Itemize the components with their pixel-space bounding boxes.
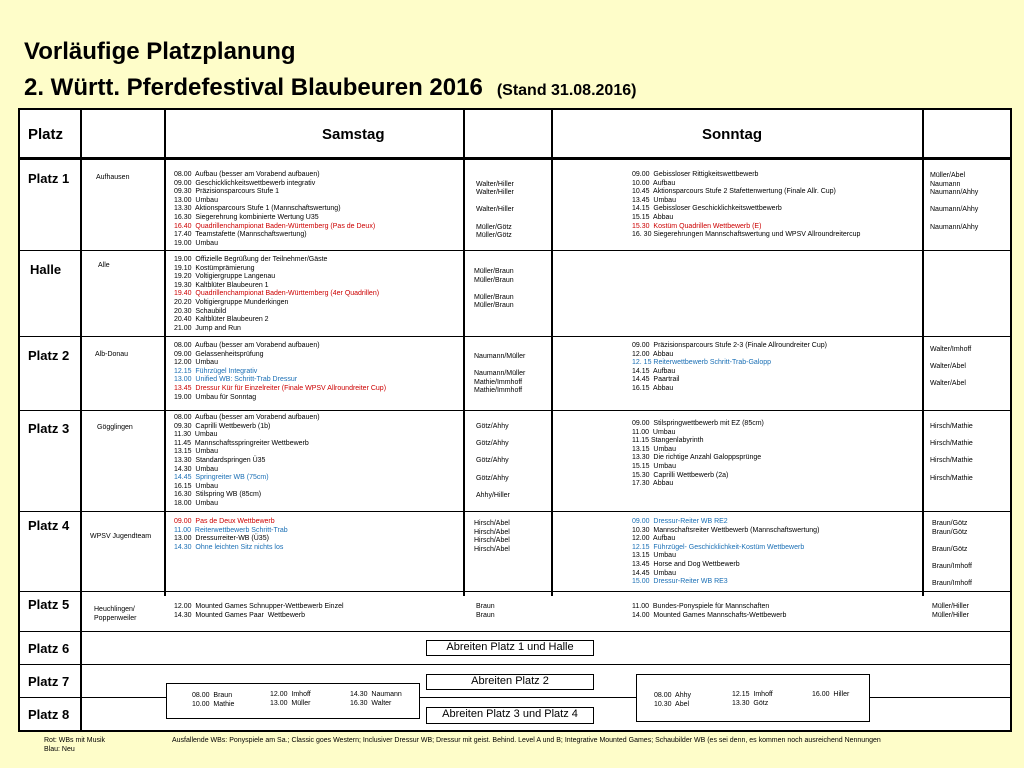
slot-entry: 16.30 Walter xyxy=(350,700,392,707)
header-divider xyxy=(20,157,1010,160)
judge-name xyxy=(476,432,510,441)
sunday-schedule xyxy=(632,171,860,240)
judge-name: Hirsch/Mathie xyxy=(930,440,973,448)
judge-name: Naumann/Ahhy xyxy=(930,189,979,197)
judge-name: Braun/Imhoff xyxy=(932,580,972,588)
slot-entry: 12.15 Imhoff xyxy=(732,691,773,698)
row-divider xyxy=(20,410,1010,411)
schedule-entry: 15.15 Abbau xyxy=(632,213,674,221)
schedule-entry: 13.30 Standardspringen Ü35 xyxy=(174,456,266,464)
schedule-entry: 09.00 Stilspringwettbewerb mit EZ (85cm) xyxy=(632,420,764,427)
schedule-entry: 14.15 Aufbau xyxy=(632,367,676,375)
schedule-entry: 10.00 Aufbau xyxy=(632,179,676,187)
judge-name xyxy=(474,362,525,371)
region-label: Aufhausen xyxy=(96,174,130,181)
judge-name xyxy=(930,466,973,475)
slot-entry: 13.30 Götz xyxy=(732,700,769,707)
schedule-entry: 13.00 Umbau xyxy=(174,196,218,204)
sunday-judges xyxy=(932,520,972,589)
schedule-entry: 09.00 Dressur-Reiter WB RE2 xyxy=(632,518,728,525)
row-divider xyxy=(20,336,1010,337)
slot-entry: 13.00 Müller xyxy=(270,700,311,707)
judge-name: Naumann/Müller xyxy=(474,370,526,378)
schedule-entry: 13.00 Dressurreiter-WB (Ü35) xyxy=(174,535,269,543)
sunday-schedule xyxy=(632,603,786,620)
judge-name: Walter/Imhoff xyxy=(930,346,972,353)
region-label: WPSV Jugendteam xyxy=(90,533,152,540)
schedule-entry: 11.45 Mannschaftsspringreiter Wettbewerb xyxy=(174,439,309,447)
saturday-schedule xyxy=(174,603,344,620)
sunday-judges xyxy=(930,346,971,389)
slot-entry: 08.00 Braun xyxy=(192,692,233,699)
schedule-entry: 20.30 Schaubild xyxy=(174,307,227,315)
schedule-entry: 15.15 Umbau xyxy=(632,462,676,470)
page-title: Vorläufige Platzplanung xyxy=(24,38,296,65)
schedule-entry: 12.15 Führzügel Integrativ xyxy=(174,367,258,375)
schedule-entry: 13.45 Horse and Dog Wettbewerb xyxy=(632,560,740,568)
event-title: 2. Württ. Pferdefestival Blaubeuren 2016 xyxy=(24,74,483,101)
schedule-entry: 18.00 Umbau xyxy=(174,499,218,507)
judge-name: Hirsch/Abel xyxy=(474,537,510,545)
judge-name xyxy=(930,449,973,458)
schedule-entry: 08.00 Aufbau (besser am Vorabend aufbauen) xyxy=(174,342,320,349)
schedule-entry: 12.00 Abbau xyxy=(632,350,674,358)
schedule-entry: 13.45 Dressur Kür für Einzelreiter (Finale WPSV Allroundreiter Cup) xyxy=(174,384,387,392)
judge-name: Hirsch/Abel xyxy=(474,520,510,527)
place-label: Platz 4 xyxy=(28,518,70,533)
place-label: Platz 2 xyxy=(28,348,70,363)
sunday-schedule xyxy=(632,342,827,394)
place-label: Platz 6 xyxy=(28,641,70,656)
judge-name: Müller/Hiller xyxy=(932,611,969,619)
judge-name xyxy=(930,355,971,364)
judge-name: Hirsch/Mathie xyxy=(930,474,973,482)
judge-name: Walter/Abel xyxy=(930,363,966,371)
judge-name xyxy=(476,483,510,492)
schedule-entry: 12. 15 Reiterwettbewerb Schritt-Trab-Galopp xyxy=(632,359,772,367)
schedule-entry: 21.00 Jump and Run xyxy=(174,324,241,332)
schedule-entry: 14.45 Paartrail xyxy=(632,376,680,384)
saturday-judges xyxy=(474,520,510,554)
schedule-entry: 08.00 Aufbau (besser am Vorabend aufbauen) xyxy=(174,171,320,178)
schedule-entry: 13.30 Aktionsparcours Stufe 1 (Mannschaftswertung) xyxy=(174,205,341,213)
judge-name: Mathie/Immhoff xyxy=(474,387,523,395)
schedule-entry: 11.30 Umbau xyxy=(174,431,218,439)
judge-name xyxy=(930,432,973,441)
divider xyxy=(551,110,553,596)
place-label: Platz 3 xyxy=(28,421,70,436)
schedule-table xyxy=(18,108,1012,732)
schedule-entry: 14.30 Umbau xyxy=(174,465,218,473)
judge-name: Braun/Götz xyxy=(932,520,968,527)
slot-entry: 08.00 Ahhy xyxy=(654,692,691,699)
legend-blue: Blau: Neu xyxy=(44,746,75,753)
judge-name: Braun/Imhoff xyxy=(932,562,972,570)
judge-name: Braun xyxy=(476,603,495,610)
row-divider xyxy=(20,664,1010,665)
row-divider xyxy=(20,591,1010,592)
saturday-schedule xyxy=(174,171,375,248)
divider xyxy=(164,110,166,596)
slot-entry: 16.00 Hiller xyxy=(812,691,850,698)
judge-name xyxy=(930,198,978,207)
legend-red: Rot: WBs mit Musik xyxy=(44,737,106,744)
schedule-entry: 12.00 Aufbau xyxy=(632,535,676,543)
judge-name: Müller/Braun xyxy=(474,293,514,301)
saturday-schedule xyxy=(174,256,379,333)
judge-name xyxy=(476,466,510,475)
schedule-entry: 16. 30 Siegerehrungen Mannschaftswertung und WPSV Allroundreitercup xyxy=(632,231,861,239)
schedule-entry: 13.45 Umbau xyxy=(632,196,676,204)
schedule-entry: 14.30 Ohne leichten Sitz nichts los xyxy=(174,543,284,551)
schedule-entry: 15.30 Kostüm Quadrillen Wettbewerb (E) xyxy=(632,222,762,230)
judge-name: Walter/Hiller xyxy=(476,189,514,197)
slot-entry: 14.30 Naumann xyxy=(350,691,402,698)
schedule-entry: 19.40 Quadrillenchampionat Baden-Württemberg (4er Quadrillen) xyxy=(174,290,380,298)
judge-name: Hirsch/Abel xyxy=(474,545,510,553)
schedule-entry: 11.00 Umbau xyxy=(632,428,676,436)
region-label: Alb-Donau xyxy=(95,351,129,358)
schedule-entry: 09.00 Gebissloser Rittigkeitswettbewerb xyxy=(632,171,759,178)
judge-name xyxy=(474,285,514,294)
schedule-entry: 16.15 Umbau xyxy=(174,482,218,490)
judge-name: Müller/Abel xyxy=(930,172,966,179)
schedule-entry: 19.10 Kostümprämierung xyxy=(174,264,255,272)
schedule-entry: 20.20 Voltigiergruppe Munderkingen xyxy=(174,298,289,306)
abreiten-box: Abreiten Platz 1 und Halle xyxy=(426,640,594,656)
schedule-entry: 13.00 Unified WB: Schritt-Trab Dressur xyxy=(174,376,298,384)
judge-name: Walter/Hiller xyxy=(476,180,514,188)
judge-name: Hirsch/Abel xyxy=(474,528,510,536)
schedule-entry: 15.00 Dressur-Reiter WB RE3 xyxy=(632,578,728,586)
schedule-entry: 11.15 Stangenlabyrinth xyxy=(632,437,704,445)
saturday-schedule xyxy=(174,518,288,552)
schedule-entry: 15.30 Caprilli Wettbewerb (2a) xyxy=(632,471,729,479)
judge-name xyxy=(932,554,972,563)
judge-name xyxy=(476,172,514,181)
abreiten-box: Abreiten Platz 2 xyxy=(426,674,594,690)
divider xyxy=(463,110,465,596)
judge-name xyxy=(476,215,514,224)
region-label: Alle xyxy=(98,262,110,269)
judge-name: Naumann/Müller xyxy=(474,353,526,360)
region-label: Heuchlingen/ xyxy=(94,606,135,613)
judge-name: Walter/Hiller xyxy=(476,206,514,214)
abreiten-box: Abreiten Platz 3 und Platz 4 xyxy=(426,707,594,724)
place-label: Platz 7 xyxy=(28,674,70,689)
schedule-entry: 17.30 Abbau xyxy=(632,480,674,488)
schedule-entry: 09.30 Caprilli Wettbewerb (1b) xyxy=(174,422,271,430)
judge-name: Naumann/Ahhy xyxy=(930,223,979,231)
row-divider xyxy=(20,511,1010,512)
judge-name: Naumann/Ahhy xyxy=(930,206,979,214)
region-label: Gögglingen xyxy=(97,424,133,431)
judge-name: Braun/Götz xyxy=(932,545,968,553)
judge-name: Mathie/Immhoff xyxy=(474,378,523,386)
place-label: Halle xyxy=(30,262,62,277)
judge-name xyxy=(476,449,510,458)
judge-name: Müller/Hiller xyxy=(932,603,969,610)
schedule-entry: 13.15 Umbau xyxy=(174,448,218,456)
schedule-entry: 14.00 Mounted Games Mannschafts-Wettbewerb xyxy=(632,611,787,619)
judge-name: Braun/Götz xyxy=(932,528,968,536)
row-divider xyxy=(20,631,1010,632)
judge-name xyxy=(932,537,972,546)
judge-name: Naumann xyxy=(930,180,961,188)
judge-name: Götz/Ahhy xyxy=(476,474,509,482)
schedule-entry: 16.15 Abbau xyxy=(632,384,674,392)
divider xyxy=(80,110,82,730)
schedule-entry: 19.00 Umbau für Sonntag xyxy=(174,393,257,401)
sunday-judges xyxy=(932,603,969,620)
stand-date: (Stand 31.08.2016) xyxy=(496,82,637,99)
schedule-entry: 19.20 Voltigiergruppe Langenau xyxy=(174,273,276,281)
schedule-entry: 09.00 Geschicklichkeitswettbewerb integrativ xyxy=(174,179,316,187)
sunday-judges xyxy=(930,172,978,232)
judge-name: Götz/Ahhy xyxy=(476,423,509,430)
saturday-judges xyxy=(476,423,510,500)
schedule-entry: 13.15 Umbau xyxy=(632,445,676,453)
sunday-judges xyxy=(930,423,973,483)
column-header-samstag: Samstag xyxy=(322,126,385,143)
saturday-schedule xyxy=(174,342,386,402)
place-label: Platz 8 xyxy=(28,707,70,722)
schedule-entry: 19.00 Offizielle Begrüßung der Teilnehmer/Gäste xyxy=(174,256,328,263)
schedule-entry: 13.15 Umbau xyxy=(632,552,676,560)
saturday-judges xyxy=(474,353,525,396)
schedule-entry: 09.30 Präzisionsparcours Stufe 1 xyxy=(174,188,280,196)
schedule-entry: 09.00 Gelassenheitsprüfung xyxy=(174,350,264,358)
judge-name: Hirsch/Mathie xyxy=(930,457,973,465)
column-header-platz: Platz xyxy=(28,126,64,143)
schedule-entry: 12.00 Umbau xyxy=(174,359,218,367)
schedule-entry: 14.45 Springreiter WB (75cm) xyxy=(174,474,269,482)
schedule-entry: 10.30 Mannschaftsreiter Wettbewerb (Mannschaftswertung) xyxy=(632,526,820,534)
schedule-entry: 09.00 Präzisionsparcours Stufe 2-3 (Finale Allroundreiter Cup) xyxy=(632,342,827,349)
slot-entry: 10.00 Mathie xyxy=(192,701,235,708)
judge-name: Müller/Braun xyxy=(474,276,514,284)
judge-name: Ahhy/Hiller xyxy=(476,491,510,499)
judge-name: Walter/Abel xyxy=(930,380,966,388)
schedule-entry: 13.30 Die richtige Anzahl Galoppsprünge xyxy=(632,454,762,462)
judge-name xyxy=(930,372,971,381)
schedule-entry: 10.45 Aktionsparcours Stufe 2 Stafettenwertung (Finale Allr. Cup) xyxy=(632,188,836,196)
schedule-entry: 19.00 Umbau xyxy=(174,239,218,247)
judge-name: Müller/Braun xyxy=(474,268,514,275)
judge-name xyxy=(930,215,978,224)
schedule-entry: 19.30 Kaltblüter Blaubeuren 1 xyxy=(174,281,269,289)
judge-name xyxy=(476,198,514,207)
place-label: Platz 5 xyxy=(28,597,70,612)
schedule-entry: 14.45 Umbau xyxy=(632,569,676,577)
schedule-entry: 08.00 Aufbau (besser am Vorabend aufbauen) xyxy=(174,414,320,421)
schedule-entry: 16.40 Quadrillenchampionat Baden-Württemberg (Pas de Deux) xyxy=(174,222,376,230)
schedule-entry: 16.30 Siegerehrung kombinierte Wertung U35 xyxy=(174,213,319,221)
schedule-entry: 11.00 Reiterwettbewerb Schritt-Trab xyxy=(174,526,288,534)
judge-name: Götz/Ahhy xyxy=(476,440,509,448)
sunday-schedule xyxy=(632,420,764,489)
judge-name: Braun xyxy=(476,611,495,619)
schedule-entry: 17.40 Teamstafette (Mannschaftswertung) xyxy=(174,231,307,239)
saturday-judges xyxy=(476,603,495,620)
divider xyxy=(922,110,924,596)
slot-entry: 12.00 Imhoff xyxy=(270,691,311,698)
saturday-schedule xyxy=(174,414,320,509)
schedule-entry: 11.00 Bundes-Ponyspiele für Mannschaften xyxy=(632,603,770,610)
page-subtitle xyxy=(24,74,636,102)
schedule-entry: 09.00 Pas de Deux Wettbewerb xyxy=(174,518,275,525)
row-divider xyxy=(20,250,1010,251)
schedule-entry: 14.15 Gebissloser Geschicklichkeitswettbewerb xyxy=(632,205,782,213)
schedule-entry: 12.15 Führzügel- Geschicklichkeit-Kostüm Wettbewerb xyxy=(632,543,805,551)
judge-name xyxy=(932,572,972,581)
schedule-entry: 20.40 Kaltblüter Blaubeuren 2 xyxy=(174,316,269,324)
place-label: Platz 1 xyxy=(28,171,70,186)
saturday-judges xyxy=(476,172,514,241)
region-label: Poppenweiler xyxy=(94,615,137,622)
footer-note: Ausfallende WBs: Ponyspiele am Sa.; Classic goes Western; Inclusiver Dressur WB; Dressur mit geist. Behind. Level A und B; Integrative Mounted Games; Schaubilder WB (es sei denn, es kommen noch ausreichend Nennungen xyxy=(172,737,881,744)
slot-entry: 10.30 Abel xyxy=(654,701,690,708)
judge-name: Götz/Ahhy xyxy=(476,457,509,465)
judge-name: Hirsch/Mathie xyxy=(930,423,973,430)
schedule-entry: 16.30 Stilspring WB (85cm) xyxy=(174,491,262,499)
judge-name: Müller/Götz xyxy=(476,223,512,231)
column-header-sonntag: Sonntag xyxy=(702,126,762,143)
saturday-judges xyxy=(474,268,514,311)
judge-name: Müller/Braun xyxy=(474,302,514,310)
judge-name: Müller/Götz xyxy=(476,232,512,240)
schedule-entry: 12.00 Mounted Games Schnupper-Wettbewerb Einzel xyxy=(174,603,344,610)
schedule-entry: 14.30 Mounted Games Paar Wettbewerb xyxy=(174,611,305,619)
sunday-schedule xyxy=(632,518,819,587)
